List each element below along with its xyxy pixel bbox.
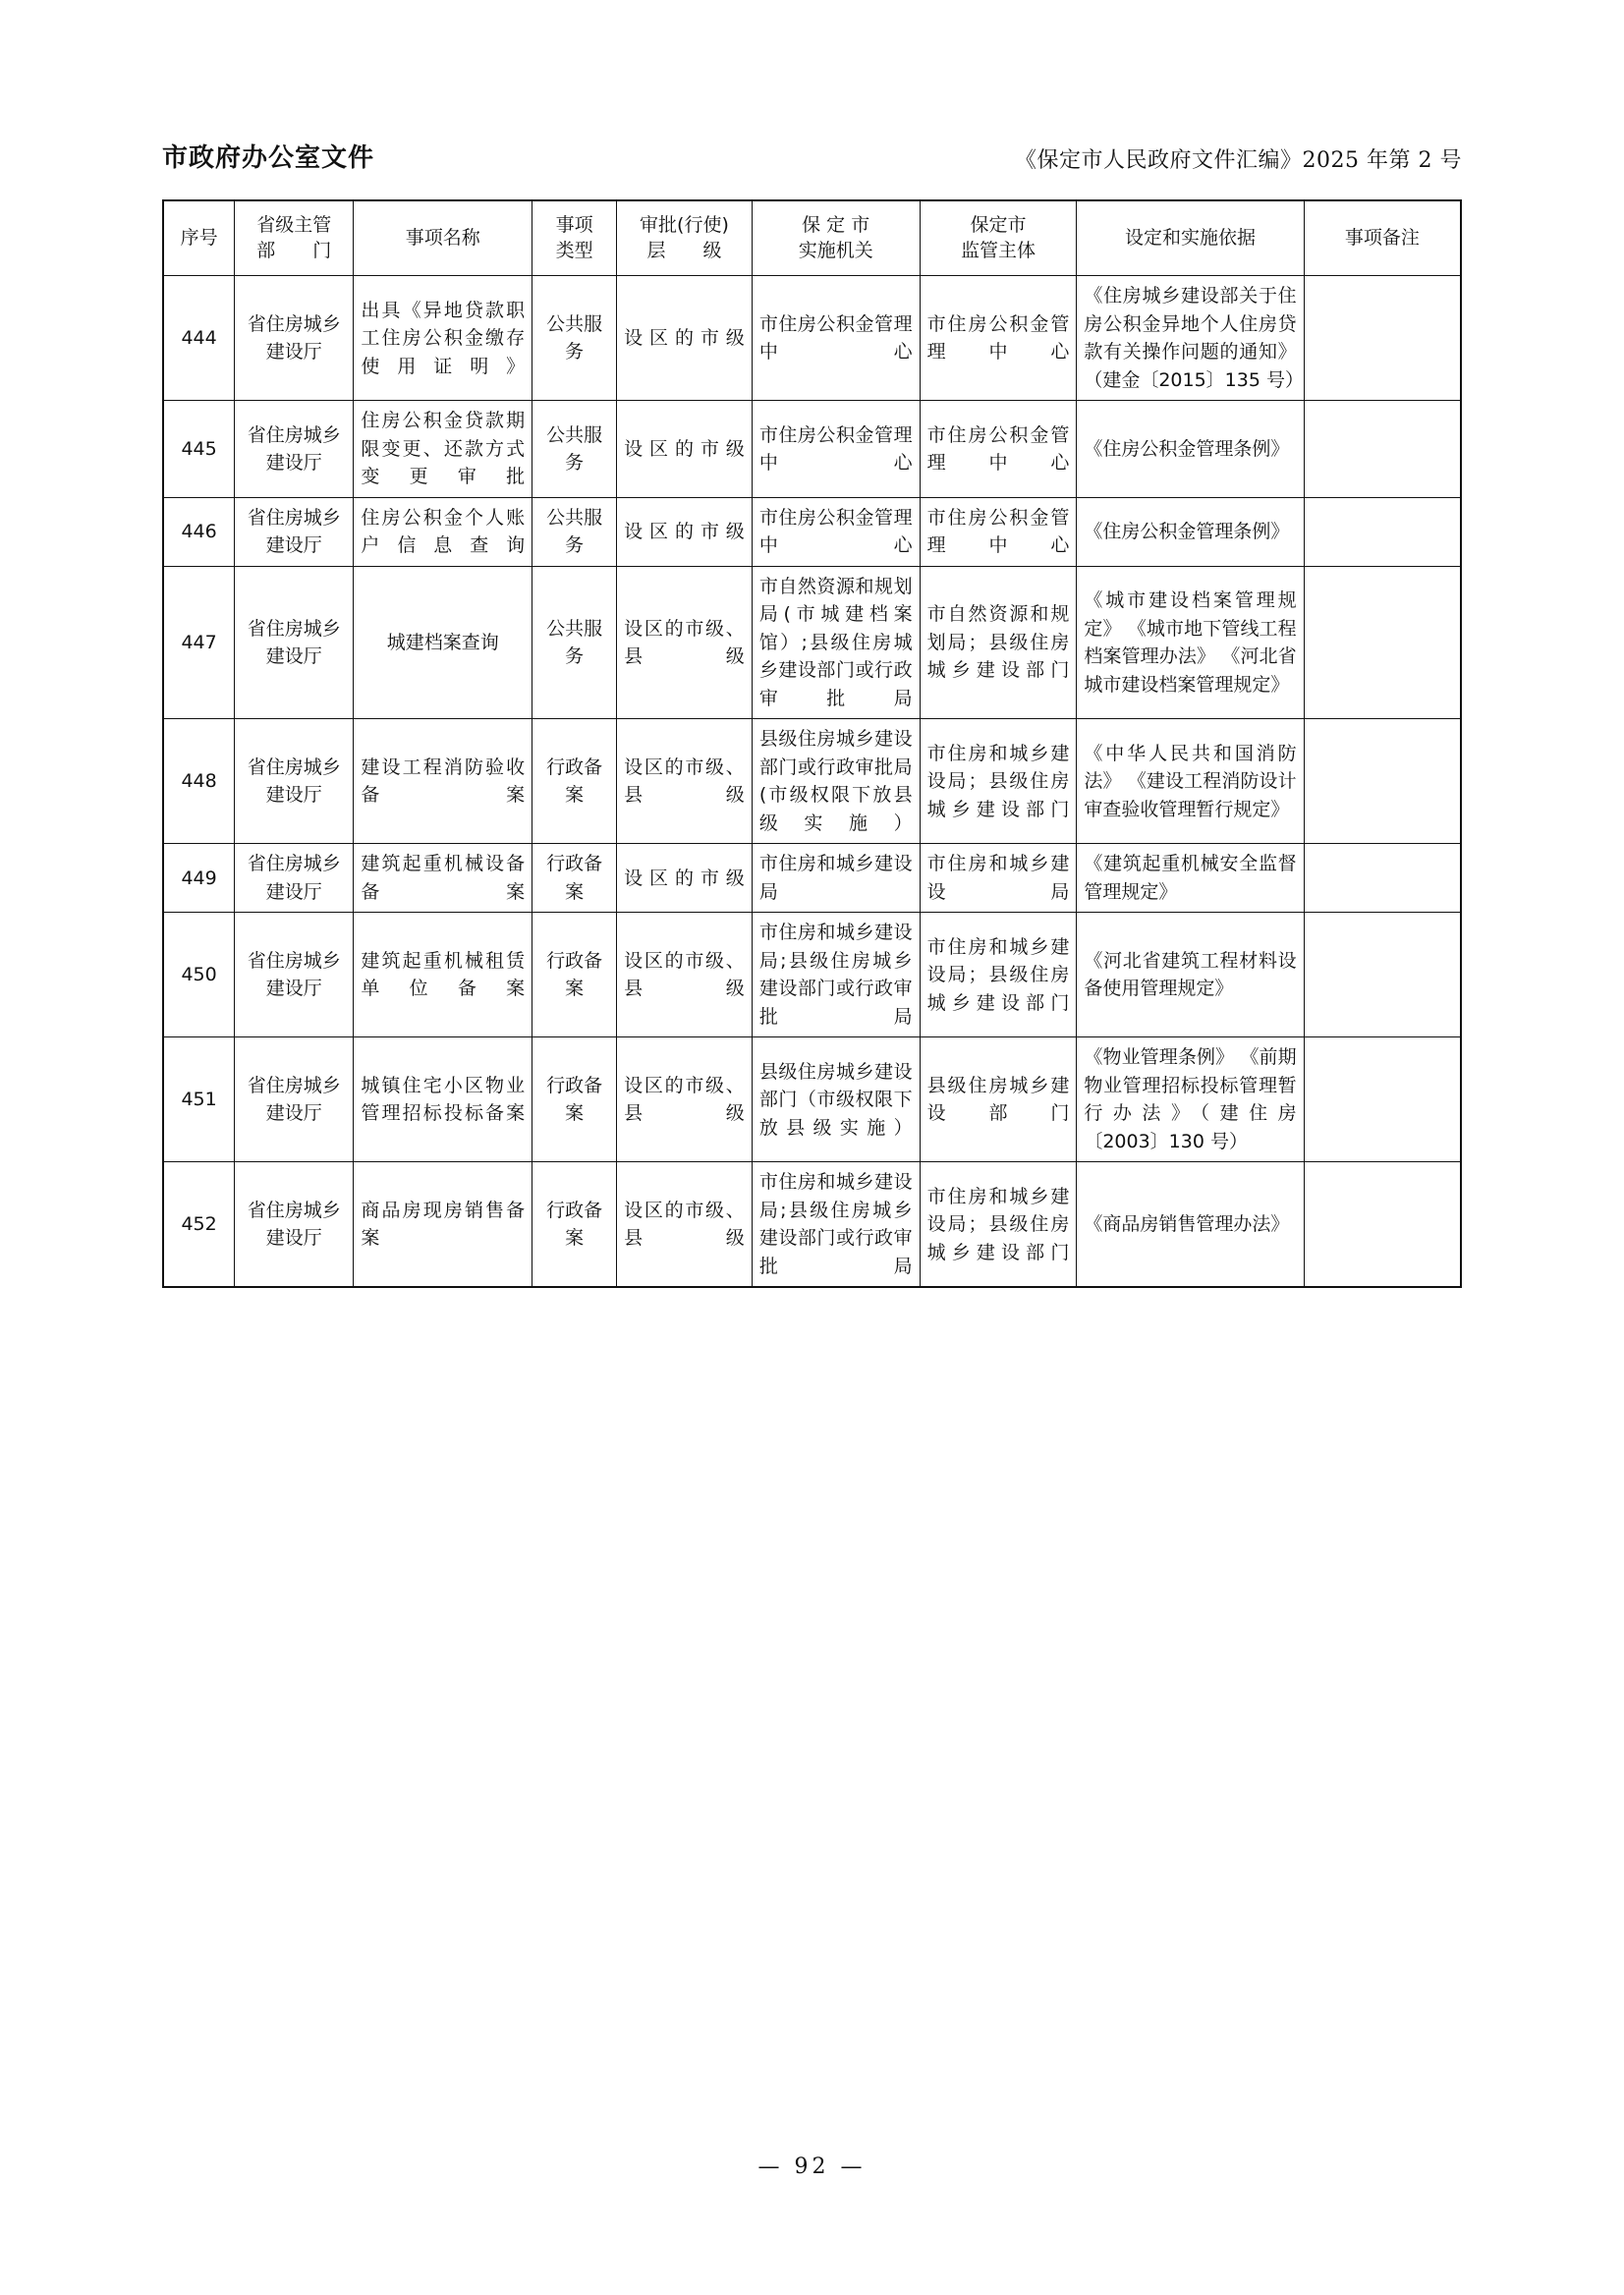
table-row bbox=[163, 719, 1461, 844]
cell-supervisor: 市自然资源和规划局；县级住房城乡建设部门 bbox=[920, 566, 1077, 719]
cell-basis: 《城市建设档案管理规定》 《城市地下管线工程档案管理办法》 《河北省城市建设档案管理规定》 bbox=[1077, 566, 1304, 719]
cell-seq: 447 bbox=[163, 566, 235, 719]
cell-basis: 《河北省建筑工程材料设备使用管理规定》 bbox=[1077, 913, 1304, 1037]
cell-org: 市住房公积金管理中心 bbox=[752, 401, 920, 498]
document-compilation-label: 《保定市人民政府文件汇编》2025 年第 2 号 bbox=[1015, 148, 1462, 173]
column-header-org-line2: 实施机关 bbox=[798, 239, 873, 261]
column-header-note: 事项备注 bbox=[1304, 200, 1461, 276]
cell-name: 建筑起重机械租赁单位备案 bbox=[354, 913, 532, 1037]
cell-name: 城建档案查询 bbox=[354, 566, 532, 719]
cell-name: 建设工程消防验收备案 bbox=[354, 719, 532, 844]
cell-dept: 省住房城乡建设厅 bbox=[235, 497, 354, 566]
column-header-supervisor bbox=[920, 200, 1077, 276]
cell-seq: 449 bbox=[163, 844, 235, 913]
cell-basis: 《住房公积金管理条例》 bbox=[1077, 497, 1304, 566]
cell-level: 设区的市级、县级 bbox=[617, 566, 753, 719]
column-header-supervisor-line1: 保定市 bbox=[970, 214, 1027, 236]
column-header-seq: 序号 bbox=[163, 200, 235, 276]
cell-level: 设区的市级 bbox=[617, 497, 753, 566]
cell-seq: 444 bbox=[163, 276, 235, 401]
cell-note bbox=[1304, 566, 1461, 719]
table-row bbox=[163, 1037, 1461, 1162]
cell-seq: 448 bbox=[163, 719, 235, 844]
column-header-level-line1: 审批(行使) bbox=[640, 214, 729, 236]
cell-basis: 《中华人民共和国消防法》 《建设工程消防设计审查验收管理暂行规定》 bbox=[1077, 719, 1304, 844]
column-header-type-line1: 事项 bbox=[555, 214, 593, 236]
cell-name: 建筑起重机械设备备案 bbox=[354, 844, 532, 913]
cell-supervisor: 市住房和城乡建设局 bbox=[920, 844, 1077, 913]
table-row bbox=[163, 276, 1461, 401]
cell-type: 公共服务 bbox=[532, 566, 617, 719]
cell-org: 市住房公积金管理中心 bbox=[752, 497, 920, 566]
cell-type: 行政备案 bbox=[532, 719, 617, 844]
cell-level: 设区的市级、县级 bbox=[617, 913, 753, 1037]
cell-level: 设区的市级、县级 bbox=[617, 1162, 753, 1288]
cell-org: 市住房公积金管理中心 bbox=[752, 276, 920, 401]
column-header-org bbox=[752, 200, 920, 276]
cell-name: 城镇住宅小区物业管理招标投标备案 bbox=[354, 1037, 532, 1162]
column-header-dept-line1: 省级主管 bbox=[256, 214, 332, 236]
cell-supervisor: 市住房和城乡建设局；县级住房城乡建设部门 bbox=[920, 913, 1077, 1037]
cell-seq: 451 bbox=[163, 1037, 235, 1162]
table-row bbox=[163, 913, 1461, 1037]
cell-level: 设区的市级、县级 bbox=[617, 1037, 753, 1162]
column-header-name: 事项名称 bbox=[354, 200, 532, 276]
cell-supervisor: 市住房和城乡建设局；县级住房城乡建设部门 bbox=[920, 719, 1077, 844]
cell-supervisor: 市住房和城乡建设局；县级住房城乡建设部门 bbox=[920, 1162, 1077, 1288]
cell-note bbox=[1304, 401, 1461, 498]
cell-dept: 省住房城乡建设厅 bbox=[235, 566, 354, 719]
matters-table bbox=[162, 199, 1462, 1288]
cell-supervisor: 市住房公积金管理中心 bbox=[920, 276, 1077, 401]
table-header-row bbox=[163, 200, 1461, 276]
cell-basis: 《住房城乡建设部关于住房公积金异地个人住房贷款有关操作问题的通知》（建金〔2015〕135 号） bbox=[1077, 276, 1304, 401]
cell-type: 行政备案 bbox=[532, 913, 617, 1037]
page-header bbox=[162, 138, 1462, 178]
cell-dept: 省住房城乡建设厅 bbox=[235, 276, 354, 401]
cell-seq: 445 bbox=[163, 401, 235, 498]
cell-type: 行政备案 bbox=[532, 1037, 617, 1162]
table-body bbox=[163, 276, 1461, 1288]
cell-dept: 省住房城乡建设厅 bbox=[235, 1037, 354, 1162]
cell-note bbox=[1304, 1162, 1461, 1288]
cell-basis: 《商品房销售管理办法》 bbox=[1077, 1162, 1304, 1288]
table-row bbox=[163, 844, 1461, 913]
cell-seq: 446 bbox=[163, 497, 235, 566]
cell-dept: 省住房城乡建设厅 bbox=[235, 719, 354, 844]
cell-note bbox=[1304, 1037, 1461, 1162]
column-header-type bbox=[532, 200, 617, 276]
column-header-type-line2: 类型 bbox=[555, 239, 593, 261]
cell-note bbox=[1304, 276, 1461, 401]
cell-name: 住房公积金个人账户信息查询 bbox=[354, 497, 532, 566]
cell-note bbox=[1304, 497, 1461, 566]
document-title: 市政府办公室文件 bbox=[162, 143, 375, 173]
cell-basis: 《物业管理条例》 《前期物业管理招标投标管理暂行办法》（建住房〔2003〕130 号） bbox=[1077, 1037, 1304, 1162]
cell-basis: 《住房公积金管理条例》 bbox=[1077, 401, 1304, 498]
cell-basis: 《建筑起重机械安全监督管理规定》 bbox=[1077, 844, 1304, 913]
cell-org: 市住房和城乡建设局 bbox=[752, 844, 920, 913]
table-row bbox=[163, 401, 1461, 498]
cell-level: 设区的市级 bbox=[617, 401, 753, 498]
cell-org: 市住房和城乡建设局;县级住房城乡建设部门或行政审批局 bbox=[752, 913, 920, 1037]
cell-name: 出具《异地贷款职工住房公积金缴存使用证明》 bbox=[354, 276, 532, 401]
column-header-level-line2: 层 级 bbox=[646, 239, 722, 261]
cell-org: 市自然资源和规划局(市城建档案馆）;县级住房城乡建设部门或行政审批局 bbox=[752, 566, 920, 719]
cell-note bbox=[1304, 913, 1461, 1037]
cell-name: 住房公积金贷款期限变更、还款方式变更审批 bbox=[354, 401, 532, 498]
cell-seq: 452 bbox=[163, 1162, 235, 1288]
table-row bbox=[163, 566, 1461, 719]
column-header-dept bbox=[235, 200, 354, 276]
cell-org: 县级住房城乡建设部门（市级权限下放县级实施） bbox=[752, 1037, 920, 1162]
cell-supervisor: 市住房公积金管理中心 bbox=[920, 497, 1077, 566]
cell-supervisor: 市住房公积金管理中心 bbox=[920, 401, 1077, 498]
page-footer: — 92 — bbox=[757, 2155, 867, 2179]
cell-level: 设区的市级 bbox=[617, 844, 753, 913]
cell-type: 公共服务 bbox=[532, 497, 617, 566]
cell-type: 公共服务 bbox=[532, 401, 617, 498]
cell-level: 设区的市级、县级 bbox=[617, 719, 753, 844]
table-row bbox=[163, 1162, 1461, 1288]
cell-org: 市住房和城乡建设局;县级住房城乡建设部门或行政审批局 bbox=[752, 1162, 920, 1288]
column-header-dept-line2: 部 门 bbox=[256, 239, 332, 261]
cell-supervisor: 县级住房城乡建设部门 bbox=[920, 1037, 1077, 1162]
cell-note bbox=[1304, 844, 1461, 913]
cell-dept: 省住房城乡建设厅 bbox=[235, 913, 354, 1037]
column-header-supervisor-line2: 监管主体 bbox=[960, 239, 1036, 261]
column-header-basis: 设定和实施依据 bbox=[1077, 200, 1304, 276]
cell-type: 公共服务 bbox=[532, 276, 617, 401]
cell-type: 行政备案 bbox=[532, 1162, 617, 1288]
cell-dept: 省住房城乡建设厅 bbox=[235, 1162, 354, 1288]
cell-org: 县级住房城乡建设部门或行政审批局(市级权限下放县级实施） bbox=[752, 719, 920, 844]
cell-seq: 450 bbox=[163, 913, 235, 1037]
cell-note bbox=[1304, 719, 1461, 844]
column-header-level bbox=[617, 200, 753, 276]
cell-type: 行政备案 bbox=[532, 844, 617, 913]
table-row bbox=[163, 497, 1461, 566]
cell-name: 商品房现房销售备案 bbox=[354, 1162, 532, 1288]
cell-dept: 省住房城乡建设厅 bbox=[235, 401, 354, 498]
column-header-org-line1: 保 定 市 bbox=[802, 214, 870, 236]
cell-dept: 省住房城乡建设厅 bbox=[235, 844, 354, 913]
cell-level: 设区的市级 bbox=[617, 276, 753, 401]
